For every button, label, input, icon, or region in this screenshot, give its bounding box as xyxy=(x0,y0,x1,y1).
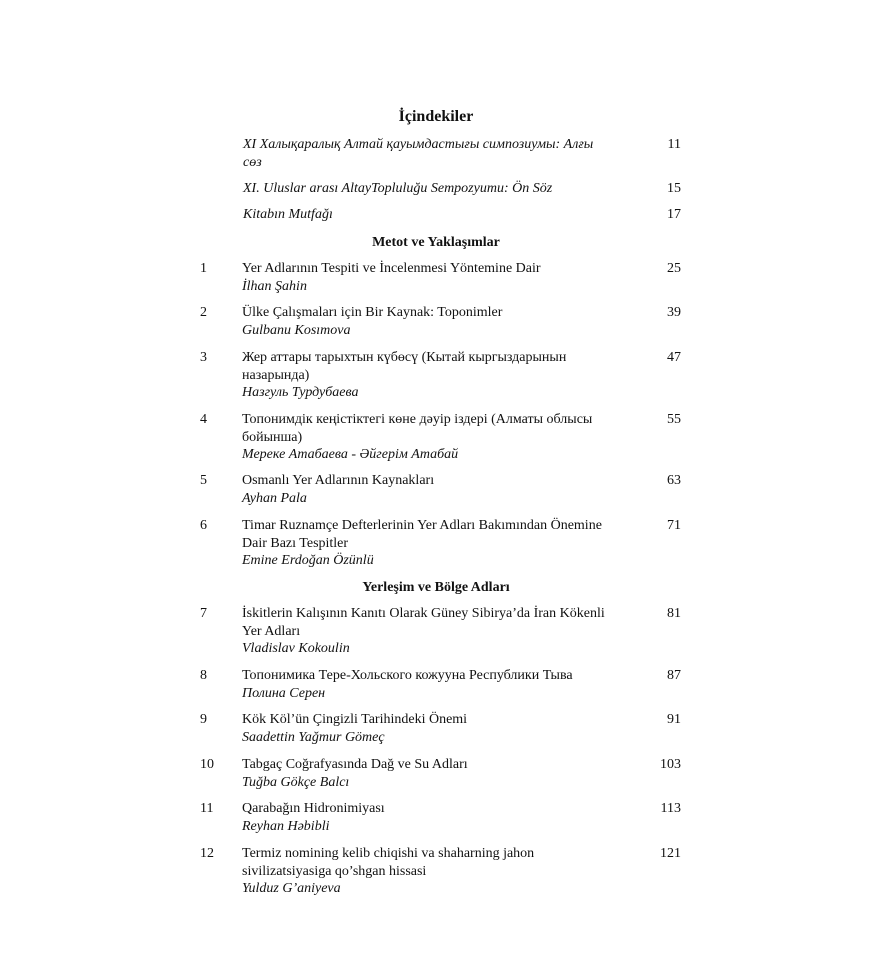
front-matter-title: XI. Uluslar arası AltayTopluluğu Sempozyumu: Ön Söz xyxy=(243,181,553,196)
entry-number: 4 xyxy=(200,412,207,427)
entry-number: 6 xyxy=(200,518,207,533)
entry-number: 8 xyxy=(200,668,207,683)
entry-title: Kök Köl’ün Çingizli Tarihindeki Önemi xyxy=(242,712,468,727)
entry-page: 81 xyxy=(667,606,681,621)
toc-title: İçindekiler xyxy=(398,108,474,125)
entry-number: 2 xyxy=(200,305,207,320)
front-matter-item[interactable] xyxy=(243,206,681,224)
entry-number: 3 xyxy=(200,350,207,365)
entry-page: 121 xyxy=(660,846,681,861)
entry-page: 91 xyxy=(667,712,681,727)
entry-title: İskitlerin Kalışının Kanıtı Olarak Güney Sibirya’da İran Kökenli Yer Adları xyxy=(242,606,605,639)
entry-title: Ülke Çalışmaları için Bir Kaynak: Toponimler xyxy=(242,305,503,320)
entry-title: Osmanlı Yer Adlarının Kaynakları xyxy=(242,473,435,488)
front-matter-title: XI Халықаралық Алтай қауымдастығы симпозиумы: Алғы сөз xyxy=(243,137,594,170)
section-heading: Metot ve Yaklaşımlar xyxy=(372,235,500,250)
entry-page: 87 xyxy=(667,668,681,683)
front-matter-item[interactable] xyxy=(243,180,681,198)
entry-page: 39 xyxy=(667,305,681,320)
entry-page: 47 xyxy=(667,350,681,365)
entry-page: 71 xyxy=(667,518,681,533)
entry-title: Топонимдік кеңістіктегі көне дәуір іздері (Алматы облысы бойынша) xyxy=(242,412,593,445)
entry-author: Saadettin Yağmur Gömeç xyxy=(242,729,385,745)
front-matter-page: 15 xyxy=(667,181,681,196)
entry-page: 103 xyxy=(660,757,681,772)
front-matter-title: Kitabın Mutfağı xyxy=(243,207,333,222)
entry-page: 55 xyxy=(667,412,681,427)
entry-title: Tabgaç Coğrafyasında Dağ ve Su Adları xyxy=(242,757,468,772)
entry-number: 10 xyxy=(200,757,214,772)
entry-page: 113 xyxy=(660,801,681,816)
entry-title: Timar Ruznamçe Defterlerinin Yer Adları Bakımından Önemine Dair Bazı Tespitler xyxy=(242,518,602,551)
entry-number: 9 xyxy=(200,712,207,727)
entry-author: Ayhan Pala xyxy=(242,490,307,506)
entry-title: Qarabağın Hidronimiyası xyxy=(242,801,385,816)
entry-author: İlhan Şahin xyxy=(242,278,307,294)
entry-title: Yer Adlarının Tespiti ve İncelenmesi Yöntemine Dair xyxy=(242,261,541,276)
entry-page: 63 xyxy=(667,473,681,488)
entry-title: Termiz nomining kelib chiqishi va shaharning jahon sivilizatsiyasiga qo’shgan hissasi xyxy=(242,846,535,879)
entry-number: 5 xyxy=(200,473,207,488)
front-matter-page: 11 xyxy=(667,137,681,152)
entry-author: Gulbanu Kosımova xyxy=(242,322,351,338)
entry-author: Yulduz G’aniyeva xyxy=(242,881,341,896)
front-matter-page: 17 xyxy=(667,207,681,222)
entry-number: 7 xyxy=(200,606,207,621)
entry-author: Полина Серен xyxy=(242,685,326,701)
entry-author: Reyhan Həbibli xyxy=(242,818,330,834)
front-matter-item[interactable] xyxy=(243,136,681,171)
entry-author: Vladislav Kokoulin xyxy=(242,641,350,656)
entry-number: 12 xyxy=(200,846,214,861)
entry-author: Мереке Атабаева - Әйгерім Атабай xyxy=(242,447,459,462)
entry-author: Назгуль Турдубаева xyxy=(242,385,359,400)
entry-number: 1 xyxy=(200,261,207,276)
section-heading: Yerleşim ve Bölge Adları xyxy=(362,580,510,595)
entry-author: Emine Erdoğan Özünlü xyxy=(242,553,374,568)
entry-title: Топонимика Тере-Хольского кожууна Республики Тыва xyxy=(242,668,573,683)
entry-author: Tuğba Gökçe Balcı xyxy=(242,774,350,790)
entry-page: 25 xyxy=(667,261,681,276)
entry-number: 11 xyxy=(200,801,214,816)
entry-title: Жер аттары тарыхтын күбөсү (Кытай кыргыздарынын назарында) xyxy=(242,350,567,383)
